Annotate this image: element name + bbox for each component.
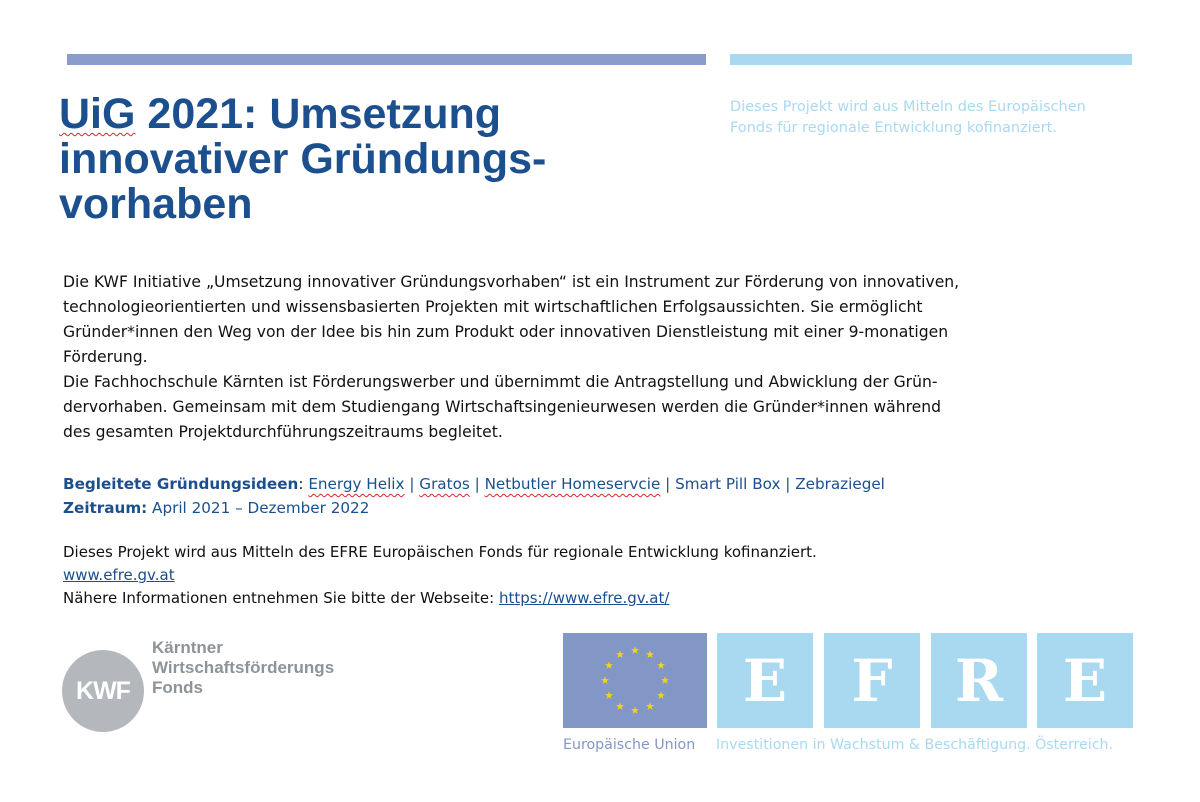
period-row: [63, 496, 1063, 520]
title-line-1-rest: 2021: Umsetzung: [135, 90, 502, 138]
description-line: dervorhaben. Gemeinsam mit dem Studiengang Wirtschaftsingenieurwesen werden die Gründer*innen während: [63, 398, 942, 416]
eu-star-icon: [661, 676, 669, 684]
kwf-name-line: Kärntner: [152, 638, 223, 657]
efre-sentence: Dieses Projekt wird aus Mitteln des EFRE Europäischen Fonds für regionale Entwicklung kofinanziert.: [63, 543, 817, 561]
eu-star-icon: [616, 702, 624, 710]
efre-letter-tile: E: [1037, 633, 1133, 728]
eu-star-icon: [657, 661, 665, 669]
eu-star-icon: [616, 650, 624, 658]
idea-separator: |: [469, 475, 485, 493]
idea-item: Zebraziegel: [795, 475, 885, 493]
idea-item: Energy Helix: [308, 475, 405, 493]
eu-star-icon: [601, 676, 609, 684]
title-line-1: [59, 92, 699, 137]
eu-star-icon: [646, 702, 654, 710]
description-line: technologieorientierten und wissensbasierten Projekten mit wirtschaftlichen Erfolgsaussichten. Sie ermöglicht: [63, 298, 923, 316]
description-line: Förderung.: [63, 348, 148, 366]
idea-separator: |: [780, 475, 796, 493]
title-line-3: vorhaben: [59, 180, 253, 228]
cofinance-note-line: Dieses Projekt wird aus Mitteln des Europäischen: [730, 99, 1086, 115]
eu-star-icon: [605, 691, 613, 699]
caption-eu: Europäische Union: [563, 737, 696, 753]
decorative-bar-right: [730, 54, 1132, 65]
ideas-block: [63, 472, 1063, 520]
idea-separator: |: [660, 475, 676, 493]
description-line: Die KWF Initiative „Umsetzung innovativer Gründungsvorhaben“ ist ein Instrument zur Förderung von innovativen,: [63, 273, 960, 291]
cofinance-note-line: Fonds für regionale Entwicklung kofinanziert.: [730, 120, 1057, 136]
title-spell-word: UiG: [59, 90, 136, 138]
kwf-name-line: Fonds: [152, 678, 203, 697]
more-info-text: Nähere Informationen entnehmen Sie bitte der Webseite:: [63, 589, 499, 607]
description-line: des gesamten Projektdurchführungszeitraums begleitet.: [63, 423, 503, 441]
description-paragraph: [63, 270, 1133, 445]
ideas-label: Begleitete Gründungsideen: [63, 475, 299, 493]
title-line-2: innovativer Gründungs-: [59, 135, 547, 183]
kwf-name-line: Wirtschaftsförderungs: [152, 658, 335, 677]
eu-stars-icon: [563, 633, 707, 728]
idea-item: Netbutler Homeservcie: [484, 475, 661, 493]
efre-info-block: [63, 541, 1063, 610]
period-value: April 2021 – Dezember 2022: [147, 499, 370, 517]
efre-letter-tile: F: [824, 633, 920, 728]
period-label: Zeitraum:: [63, 499, 148, 517]
ideas-colon: :: [298, 475, 309, 493]
founding-ideas-row: [63, 472, 1063, 496]
efre-letter-tile: E: [717, 633, 813, 728]
page-title: [59, 92, 699, 227]
efre-letter-tile: R: [931, 633, 1027, 728]
description-line: Die Fachhochschule Kärnten ist Förderungswerber und übernimmt die Antragstellung und Abwicklung der Grün-: [63, 373, 938, 391]
eu-star-icon: [631, 706, 639, 714]
idea-separator: |: [404, 475, 420, 493]
cofinance-note: [730, 97, 1130, 139]
description-line: Gründer*innen den Weg von der Idee bis hin zum Produkt oder innovativen Dienstleistung mit einer 9-monatigen: [63, 323, 949, 341]
efre-link[interactable]: www.efre.gv.at: [63, 566, 175, 584]
eu-flag-icon: [563, 633, 707, 728]
kwf-logo-abbrev: KWF: [76, 676, 130, 705]
decorative-bar-left: [67, 54, 706, 65]
efre-website-link[interactable]: https://www.efre.gv.at/: [498, 589, 670, 607]
idea-item: Smart Pill Box: [675, 475, 781, 493]
eu-star-icon: [605, 661, 613, 669]
kwf-logo-icon: [62, 650, 144, 732]
idea-item: Gratos: [419, 475, 470, 493]
eu-star-icon: [631, 646, 639, 654]
eu-star-icon: [657, 691, 665, 699]
kwf-logo-name: [152, 638, 334, 698]
eu-star-icon: [646, 650, 654, 658]
caption-investment: Investitionen in Wachstum & Beschäftigung. Österreich.: [716, 737, 1114, 753]
